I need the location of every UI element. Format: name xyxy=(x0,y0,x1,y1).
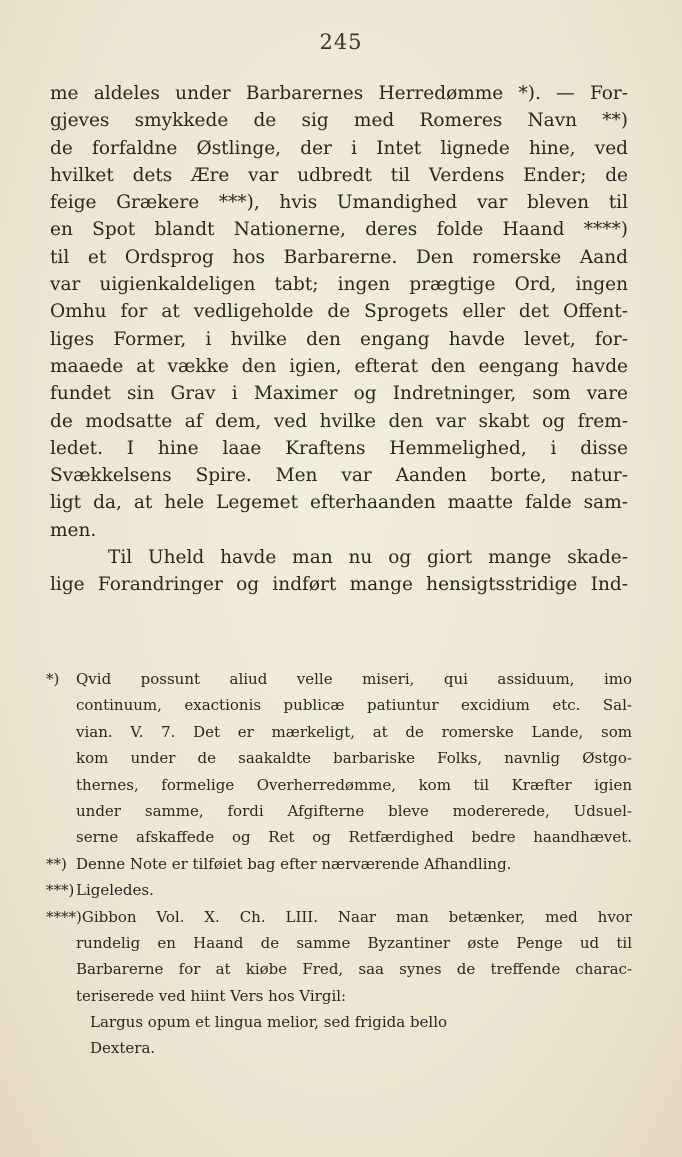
footnote-line: kom under de saakaldte barbariske Folks, navnlig Østgo- xyxy=(76,749,632,768)
footnotes xyxy=(46,666,632,1061)
footnote-text: Denne Note er tilføiet bag efter nærværende Afhandling. xyxy=(76,854,512,873)
footnote-mark: **) xyxy=(46,854,67,873)
footnote-mark: ****) xyxy=(46,907,82,926)
main-text xyxy=(50,80,628,599)
footnote-line: teriserede ved hiint Vers hos Virgil: xyxy=(76,986,347,1005)
footnote-line xyxy=(46,851,632,877)
text-line: me aldeles under Barbarernes Herredømme *). — For- xyxy=(50,83,628,104)
page-number: 245 xyxy=(319,30,363,54)
text-line: ligt da, at hele Legemet efterhaanden maatte falde sam- xyxy=(50,492,628,514)
text-line: liges Former, i hvilke den engang havde levet, for- xyxy=(50,328,628,350)
text-line: de modsatte af dem, ved hvilke den var skabt og frem- xyxy=(50,410,628,432)
text-line: Svækkelsens Spire. Men var Aanden borte, natur- xyxy=(50,465,628,487)
text-line: de forfaldne Østlinge, der i Intet lignede hine, ved xyxy=(50,137,628,159)
text-line: men. xyxy=(50,519,97,541)
text-line: fundet sin Grav i Maximer og Indretninger, som vare xyxy=(50,383,628,405)
footnote-text: Gibbon Vol. X. Ch. LIII. Naar man betænker, med hvor xyxy=(81,907,632,926)
footnote-text: Qvid possunt aliud velle miseri, qui assiduum, imo xyxy=(76,670,632,688)
verse-quote-line: Largus opum et lingua melior, sed frigida bello xyxy=(90,1013,448,1032)
footnote-line: under samme, fordi Afgifterne bleve modererede, Udsuel- xyxy=(76,801,632,820)
text-line: en Spot blandt Nationerne, deres folde Haand ****) xyxy=(50,219,628,241)
footnote-line xyxy=(46,666,632,692)
text-line: Omhu for at vedligeholde de Sprogets eller det Offent- xyxy=(50,301,628,323)
footnote-line: Barbarerne for at kiøbe Fred, saa synes de treffende charac- xyxy=(76,960,632,979)
footnote-text: Ligeledes. xyxy=(76,881,154,900)
text-line: ledet. I hine laae Kraftens Hemmelighed, i disse xyxy=(50,437,628,459)
text-line: feige Grækere ***), hvis Umandighed var bleven til xyxy=(50,192,628,214)
footnote-mark: ***) xyxy=(46,881,75,900)
text-line: maaede at vække den igien, efterat den eengang havde xyxy=(50,355,628,377)
footnote-mark: *) xyxy=(46,670,60,688)
footnote-line: vian. V. 7. Det er mærkeligt, at de romerske Lande, som xyxy=(76,722,632,741)
text-line: Til Uheld havde man nu og giort mange skade- xyxy=(108,547,628,569)
footnote-line: thernes, formelige Overherredømme, kom til Kræfter igien xyxy=(76,775,632,794)
footnote-line xyxy=(46,877,632,903)
text-line: gjeves smykkede de sig med Romeres Navn **) xyxy=(50,110,628,132)
footnote-line: rundelig en Haand de samme Byzantiner øste Penge ud til xyxy=(76,933,632,952)
text-line: til et Ordsprog hos Barbarerne. Den romerske Aand xyxy=(50,246,628,268)
text-line: lige Forandringer og indført mange hensigtsstridige Ind- xyxy=(50,574,628,596)
footnote-line: continuum, exactionis publicæ patiuntur excidium etc. Sal- xyxy=(76,696,632,715)
verse-quote-line: Dextera. xyxy=(90,1039,156,1058)
footnote-line: serne afskaffede og Ret og Retfærdighed bedre haandhævet. xyxy=(76,828,632,847)
text-line: hvilket dets Ære var udbredt til Verdens Ender; de xyxy=(50,164,628,186)
text-line: var uigienkaldeligen tabt; ingen prægtige Ord, ingen xyxy=(50,274,628,296)
footnote-line xyxy=(46,904,632,930)
